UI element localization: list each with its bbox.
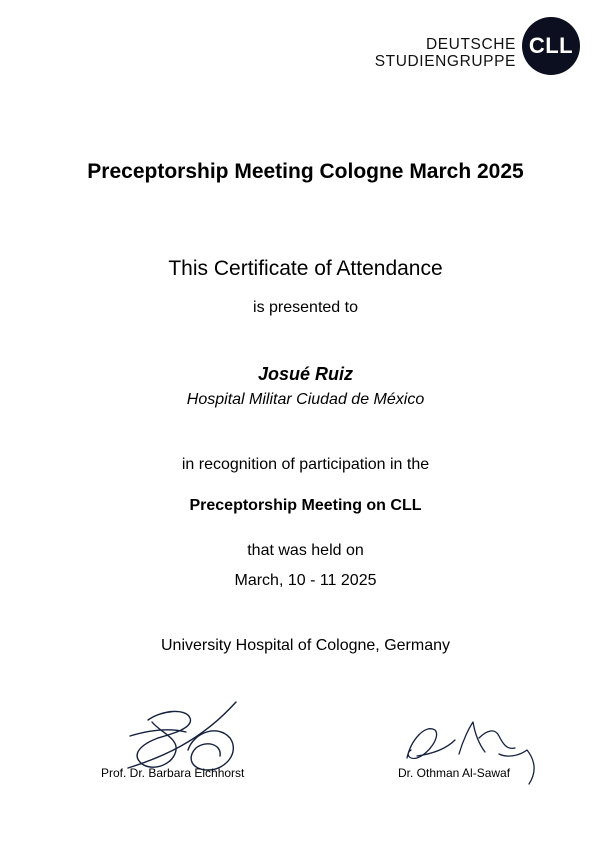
logo-line-1: DEUTSCHE — [425, 36, 516, 53]
logo-cll-mark: CLL — [522, 17, 580, 75]
meeting-dates: March, 10 - 11 2025 — [234, 572, 377, 589]
signatory-eichhorst: Prof. Dr. Barbara Eichhorst — [101, 766, 245, 780]
recognition-text: in recognition of participation in the — [181, 456, 430, 473]
logo-text — [375, 36, 516, 70]
meeting-name: Preceptorship Meeting on CLL — [189, 497, 422, 514]
held-on-text: that was held on — [247, 542, 364, 559]
logo-line-2: STUDIENGRUPPE — [374, 53, 516, 70]
recipient-name: Josué Ruiz — [257, 364, 354, 384]
presented-to-text: is presented to — [253, 299, 358, 316]
recipient-institution: Hospital Militar Ciudad de México — [186, 391, 425, 408]
dcllsg-logo — [374, 17, 580, 77]
event-title: Preceptorship Meeting Cologne March 2025 — [87, 160, 524, 183]
signatory-al-sawaf: Dr. Othman Al-Sawaf — [398, 766, 511, 780]
venue: University Hospital of Cologne, Germany — [160, 637, 450, 654]
certificate-heading: This Certificate of Attendance — [168, 257, 443, 280]
